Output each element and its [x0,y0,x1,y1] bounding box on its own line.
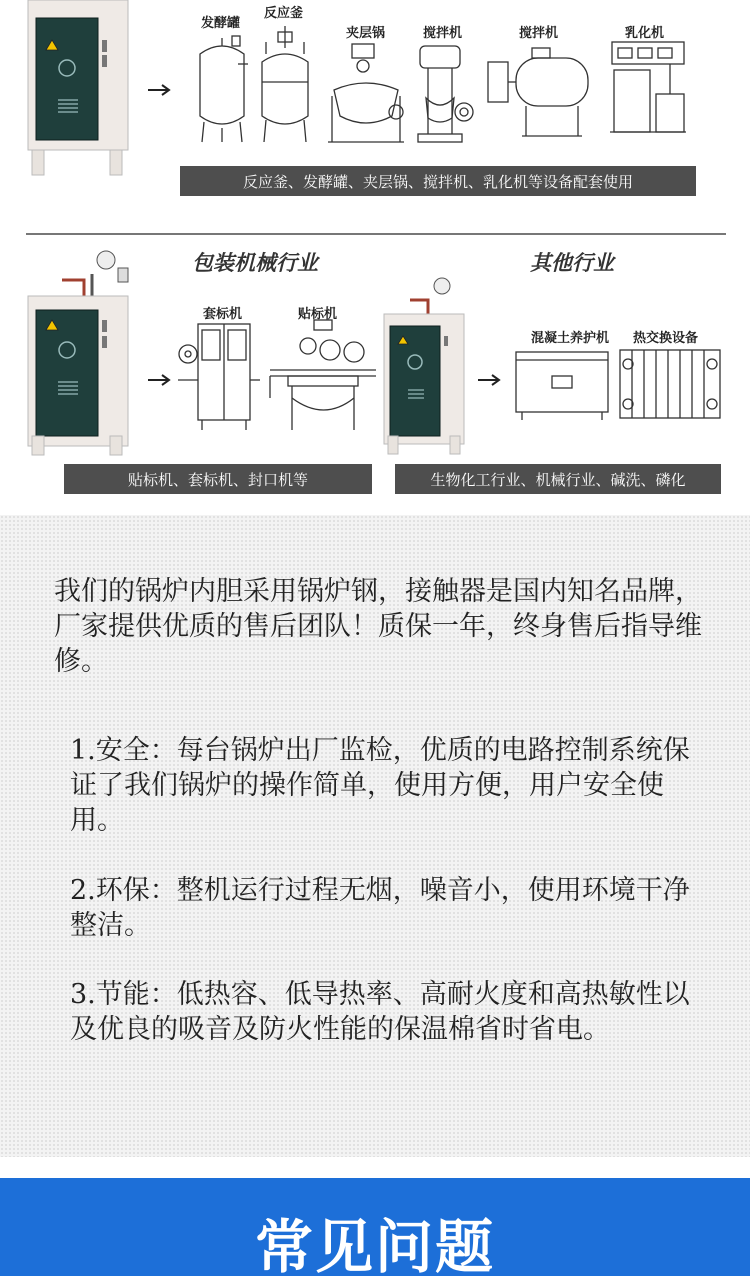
jacketed-kettle-drawing [326,42,406,146]
label-jacketed-kettle: 夹层锅 [346,26,386,41]
fermenter-drawing [194,34,250,146]
reactor-drawing [258,22,312,146]
label-concrete-curing-machine: 混凝土养护机 [531,331,610,346]
label-mixer-2: 搅拌机 [519,26,559,41]
labeling-machine-drawing [268,318,378,434]
point-safety: 1.安全：每台锅炉出厂监检，优质的电路控制系统保证了我们锅炉的操作简单，使用方便，用户安全使用。 [70,735,690,836]
industry-applications-section [0,0,750,515]
mixer-drawing-2 [486,42,594,138]
arrow-right-icon [148,374,172,386]
arrow-right-icon [148,84,172,96]
other-industry-heading: 其他行业 [530,251,614,275]
faq-banner-title: 常见问题 [254,1213,495,1276]
concrete-curing-machine-drawing [514,346,610,422]
steam-boiler-image [22,0,140,175]
emulsifier-drawing [606,40,690,142]
sleeve-labeler-drawing [176,320,262,432]
arrow-right-icon [478,374,502,386]
point-energy-saving: 3.节能：低热容、低导热率、高耐火度和高热敏性以及优良的吸音及防火性能的保温棉省时省电。 [70,979,690,1045]
point-environment: 2.环保：整机运行过程无烟，噪音小，使用环境干净整洁。 [70,875,690,941]
packaging-caption-bar: 贴标机、套标机、封口机等 [64,464,372,494]
packaging-industry-heading: 包装机械行业 [192,251,318,275]
label-emulsifier: 乳化机 [625,26,665,41]
intro-paragraph: 我们的锅炉内胆采用锅炉钢，接触器是国内知名品牌，厂家提供优质的售后团队！质保一年，终身售后指导维修。 [54,576,702,677]
label-mixer-1: 搅拌机 [423,26,463,41]
heat-exchanger-drawing [618,346,722,422]
label-heat-exchanger: 热交换设备 [633,331,699,346]
label-reactor: 反应釜 [264,6,304,21]
steam-boiler-image [380,276,470,454]
top-caption-bar: 反应釜、发酵罐、夹层锅、搅拌机、乳化机等设备配套使用 [180,166,696,196]
mixer-drawing-1 [408,42,474,144]
label-labeling-machine: 贴标机 [298,307,338,322]
label-fermenter: 发酵罐 [201,16,241,31]
section-divider [26,233,726,235]
other-caption-bar: 生物化工行业、机械行业、碱洗、磷化 [395,464,721,494]
label-sleeve-labeler: 套标机 [203,307,243,322]
steam-boiler-image [22,250,140,455]
